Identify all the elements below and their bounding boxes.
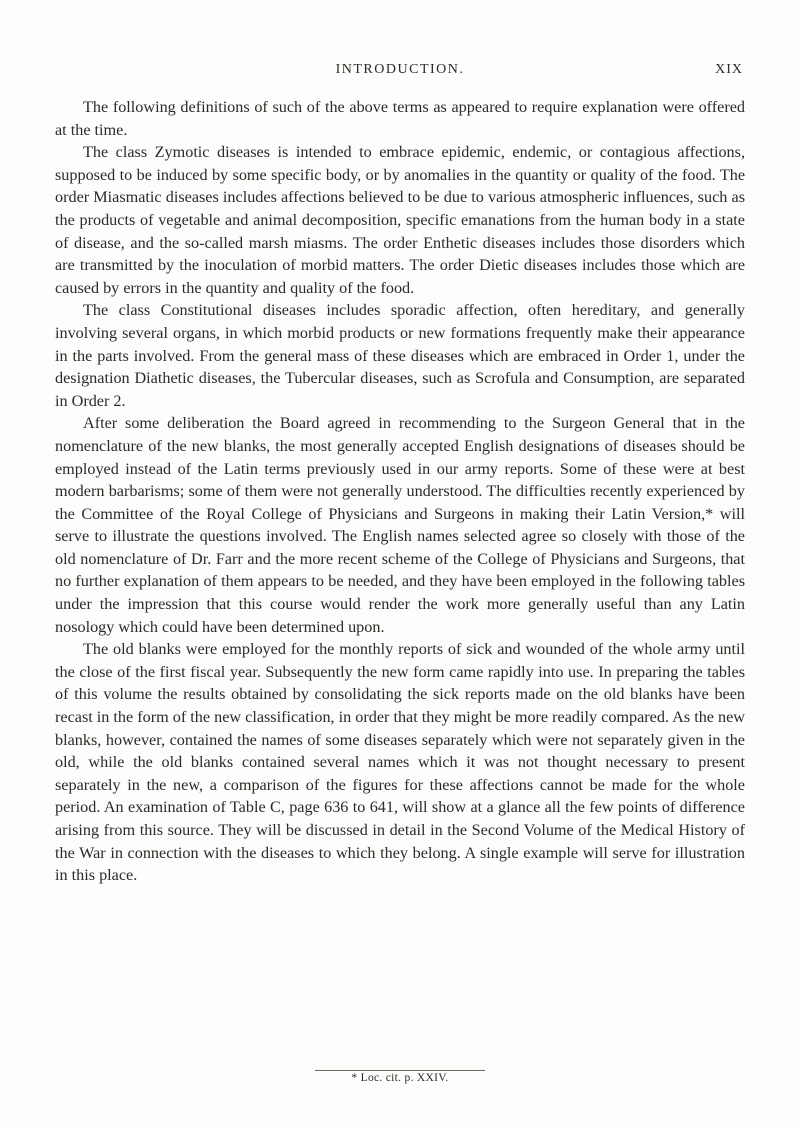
page-number: XIX	[715, 62, 743, 77]
body-text	[55, 96, 745, 887]
paragraph-intro: The following definitions of such of the above terms as appeared to require explanation were offered at the time.	[55, 98, 745, 139]
footnote: * Loc. cit. p. XXIV.	[351, 1072, 449, 1084]
paragraph-nomenclature: After some deliberation the Board agreed in recommending to the Surgeon General that in the nomenclature of the new blanks, the most generally accepted English designations of diseases should be employed instead of the Latin terms previously used in our army reports. Some of these were at best modern barbarisms; some of them were not generally understood. The difficulties recently experienced by the Committee of the Royal College of Physicians and Surgeons in making their Latin Version,* will serve to illustrate the questions involved. The English names selected agree so closely with those of the old nomenclature of Dr. Farr and the more recent scheme of the College of Physicians and Surgeons, that no further explanation of them appears to be needed, and they have been employed in the following tables under the impression that this course would render the work more generally useful than any Latin nosology which could have been determined upon.	[55, 414, 745, 636]
paragraph-zymotic: The class Zymotic diseases is intended to embrace epidemic, endemic, or contagious affections, supposed to be induced by some specific body, or by anomalies in the quantity or quality of the food. The order Miasmatic diseases includes affections believed to be due to various atmospheric influences, such as the products of vegetable and animal decomposition, specific emanations from the human body in a state of disease, and the so-called marsh miasms. The order Enthetic diseases includes those disorders which are transmitted by the inoculation of morbid matters. The order Dietic diseases includes those which are caused by errors in the quantity and quality of the food.	[55, 143, 745, 297]
footnote-divider	[315, 1070, 485, 1071]
running-head	[55, 62, 745, 84]
running-title: INTRODUCTION.	[335, 62, 465, 77]
paragraph-constitutional: The class Constitutional diseases includes sporadic affection, often hereditary, and generally involving several organs, in which morbid products or new formations frequently make their appearance in the parts involved. From the general mass of these diseases which are embraced in Order 1, under the designation Diathetic diseases, the Tubercular diseases, such as Scrofula and Consumption, are separated in Order 2.	[55, 301, 745, 410]
paragraph-old-blanks: The old blanks were employed for the monthly reports of sick and wounded of the whole army until the close of the first fiscal year. Subsequently the new form came rapidly into use. In preparing the tables of this volume the results obtained by consolidating the sick reports made on the old blanks have been recast in the form of the new classification, in order that they might be more readily compared. As the new blanks, however, contained the names of some diseases separately which were not separately given in the old, while the old blanks contained several names which it was not thought necessary to present separately in the new, a comparison of the figures for these affections cannot be made for the whole period. An examination of Table C, page 636 to 641, will show at a glance all the few points of difference arising from this source. They will be discussed in detail in the Second Volume of the Medical History of the War in connection with the diseases to which they belong. A single example will serve for illustration in this place.	[55, 640, 745, 885]
